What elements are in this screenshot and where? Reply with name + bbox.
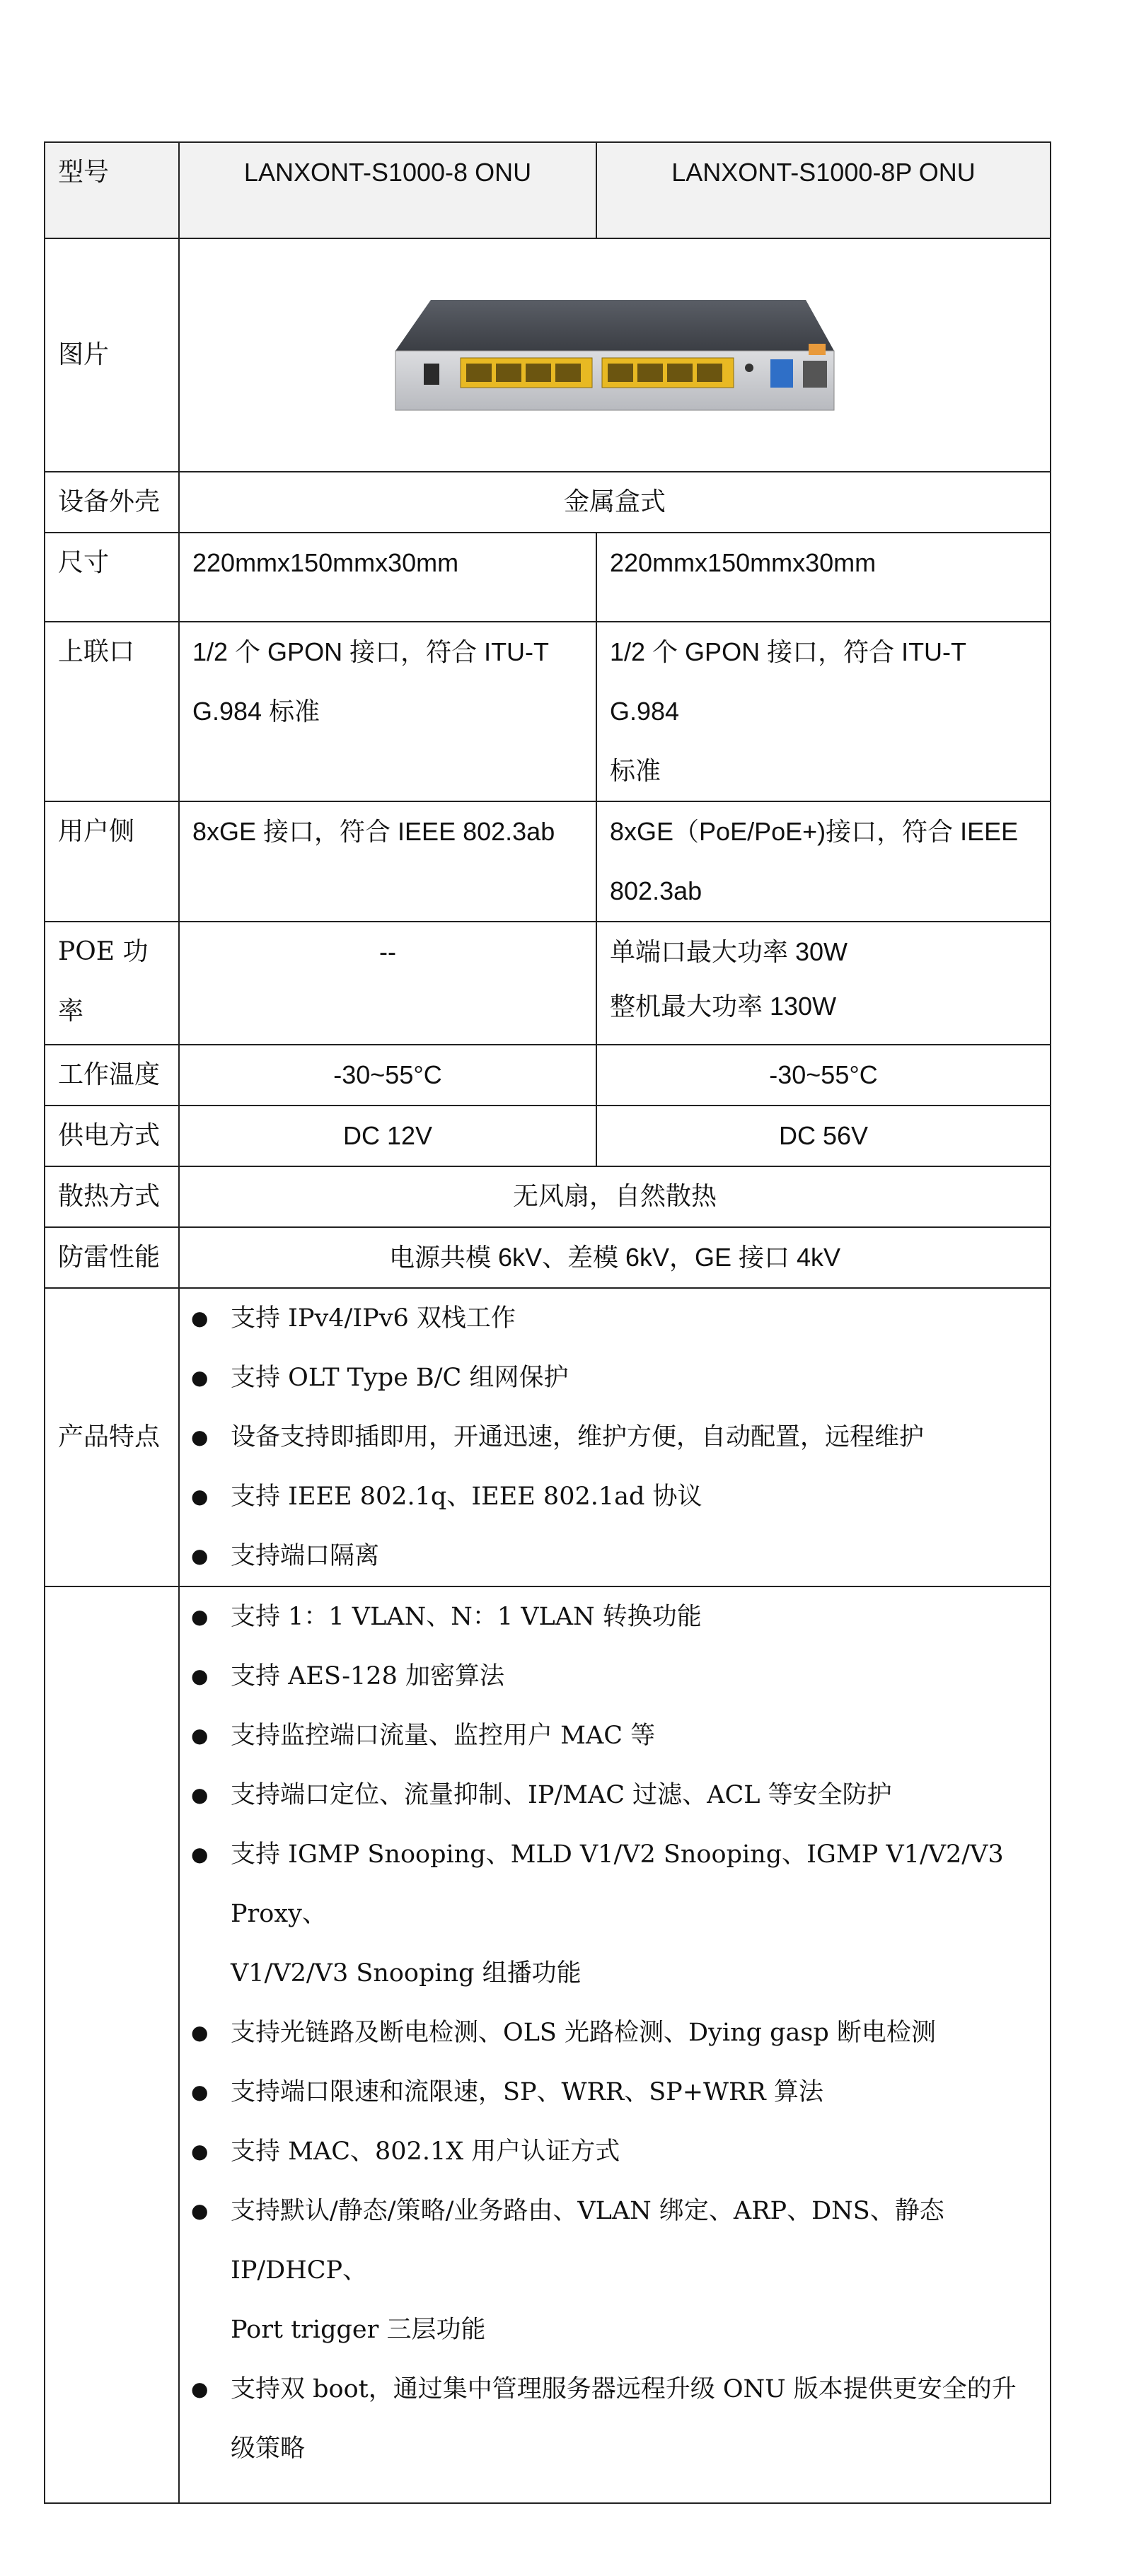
temp-a: -30~55°C	[179, 1045, 596, 1106]
cooling-row	[45, 1166, 1051, 1227]
image-row	[45, 238, 1051, 472]
features-list-2-cell	[179, 1586, 1051, 2503]
uplink-label: 上联口	[45, 622, 179, 801]
power-row	[45, 1106, 1051, 1166]
features-list-1-cell	[179, 1288, 1051, 1586]
feature-item: ● 支持 1：1 VLAN、N：1 VLAN 转换功能	[180, 1587, 1050, 1647]
feature-item: ● 支持端口定位、流量抑制、IP/MAC 过滤、ACL 等安全防护	[180, 1765, 1050, 1825]
model-a: LANXONT-S1000-8 ONU	[179, 142, 596, 238]
spec-table	[44, 141, 1051, 2504]
uplink-row	[45, 622, 1051, 801]
feature-item: ● 支持 IEEE 802.1q、IEEE 802.1ad 协议	[180, 1467, 1050, 1526]
feature-item: ● 支持监控端口流量、监控用户 MAC 等	[180, 1706, 1050, 1765]
feature-item: ● 支持 AES-128 加密算法	[180, 1647, 1050, 1706]
poe-row	[45, 922, 1051, 1045]
model-b: LANXONT-S1000-8P ONU	[596, 142, 1051, 238]
features-row-1	[45, 1288, 1051, 1586]
features-row-2	[45, 1586, 1051, 2503]
poe-label: POE 功率	[45, 922, 179, 1045]
user-side-b-line2: 802.3ab	[610, 876, 702, 905]
feature-item: ● 支持 IPv4/IPv6 双栈工作	[180, 1289, 1050, 1348]
poe-b-line2: 整机最大功率 130W	[610, 992, 837, 1021]
power-a: DC 12V	[179, 1106, 596, 1166]
features-label-blank	[45, 1586, 179, 2503]
feature-item: ● 支持默认/静态/策略/业务路由、VLAN 绑定、ARP、DNS、静态 IP/DHCP、	[180, 2181, 1050, 2300]
casing-value: 金属盒式	[179, 472, 1051, 533]
size-row	[45, 533, 1051, 622]
temp-label: 工作温度	[45, 1045, 179, 1106]
uplink-a-line2: G.984 标准	[192, 697, 320, 726]
size-label: 尺寸	[45, 533, 179, 622]
feature-item: Port trigger 三层功能	[231, 2316, 486, 2344]
poe-b-line1: 单端口最大功率 30W	[610, 937, 848, 966]
model-label: 型号	[45, 142, 179, 238]
temp-row	[45, 1045, 1051, 1106]
feature-item: ● 支持 IGMP Snooping、MLD V1/V2 Snooping、IGMP V1/V2/V3 Proxy、	[180, 1825, 1050, 1944]
user-side-row	[45, 801, 1051, 922]
feature-item: ● 设备支持即插即用，开通迅速，维护方便，自动配置，远程维护	[180, 1408, 1050, 1467]
poe-a: --	[179, 922, 596, 1045]
lightning-row	[45, 1227, 1051, 1288]
temp-b: -30~55°C	[596, 1045, 1051, 1106]
spec-page	[44, 141, 1050, 2504]
uplink-a-line1: 1/2 个 GPON 接口，符合 ITU-T	[192, 637, 550, 666]
casing-label: 设备外壳	[45, 472, 179, 533]
lightning-value: 电源共模 6kV、差模 6kV，GE 接口 4kV	[179, 1227, 1051, 1288]
power-b: DC 56V	[596, 1106, 1051, 1166]
cooling-value: 无风扇，自然散热	[179, 1166, 1051, 1227]
uplink-b-line1: 1/2 个 GPON 接口，符合 ITU-T G.984	[610, 637, 966, 726]
user-side-b	[596, 801, 1051, 922]
user-side-b-line1: 8xGE（PoE/PoE+)接口，符合 IEEE	[610, 817, 1019, 846]
product-image	[381, 284, 848, 426]
feature-item: ● 支持光链路及断电检测、OLS 光路检测、Dying gasp 断电检测	[180, 2003, 1050, 2062]
feature-item: 级策略	[231, 2435, 306, 2463]
product-image-cell	[179, 238, 1051, 472]
casing-row	[45, 472, 1051, 533]
uplink-b-line2: 标准	[610, 756, 661, 785]
feature-item: ● 支持 OLT Type B/C 组网保护	[180, 1348, 1050, 1408]
uplink-a	[179, 622, 596, 801]
features-list-1	[180, 1289, 1050, 1586]
image-label: 图片	[45, 238, 179, 472]
uplink-b	[596, 622, 1051, 801]
power-label: 供电方式	[45, 1106, 179, 1166]
cooling-label: 散热方式	[45, 1166, 179, 1227]
features-label: 产品特点	[45, 1288, 179, 1586]
feature-item: ● 支持端口限速和流限速，SP、WRR、SP+WRR 算法	[180, 2062, 1050, 2122]
lightning-label: 防雷性能	[45, 1227, 179, 1288]
features-list-2	[180, 1587, 1050, 2478]
size-b: 220mmx150mmx30mm	[596, 533, 1051, 622]
user-side-label: 用户侧	[45, 801, 179, 922]
feature-item: ● 支持 MAC、802.1X 用户认证方式	[180, 2122, 1050, 2181]
user-side-a: 8xGE 接口，符合 IEEE 802.3ab	[179, 801, 596, 922]
size-a: 220mmx150mmx30mm	[179, 533, 596, 622]
feature-item: ● 支持端口隔离	[180, 1526, 1050, 1586]
poe-b	[596, 922, 1051, 1045]
model-row	[45, 142, 1051, 238]
feature-item: ● 支持双 boot，通过集中管理服务器远程升级 ONU 版本提供更安全的升	[180, 2360, 1050, 2419]
feature-item: V1/V2/V3 Snooping 组播功能	[231, 1959, 582, 1988]
